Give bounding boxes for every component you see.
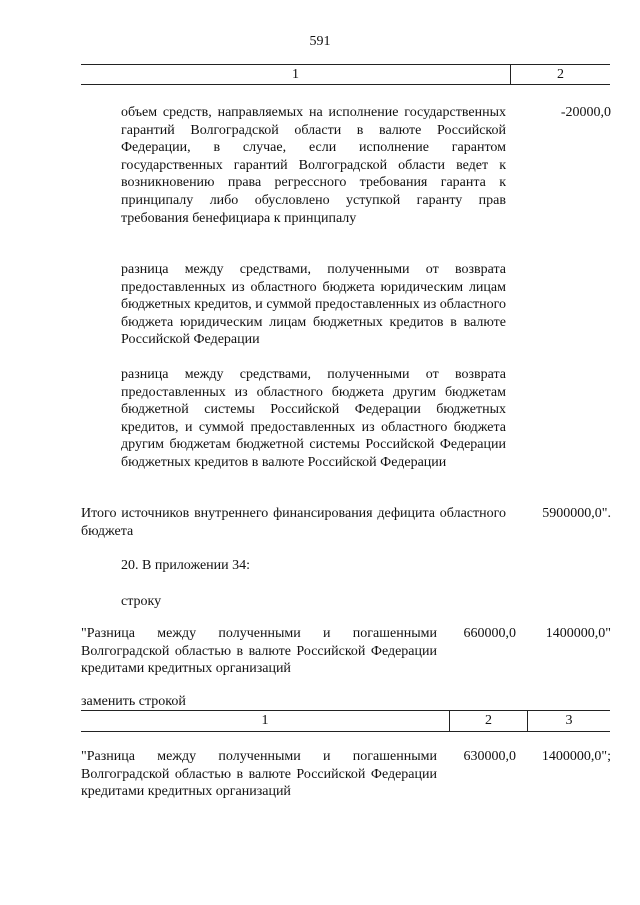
page-number: 591 [309,34,331,49]
table1-row-other-budgets-text: разница между средствами, полученными от возврата предоставленных из областного бюджета другим бюджетам бюджетной системы Российской Федерации бюджетных кредитов, и суммой предоставленных из областного бюджета другим бюджетам бюджетной системы Российской Федерации бюджетных кредитов в валюте Российской Федерации [121,367,506,470]
table1-row-guarantees-text: объем средств, направляемых на исполнение государственных гарантий Волгоградской области в валюте Российской Федерации, в случае, если исполнение гарантом государственных гарантий Волгоградской области ведет к возникновению права регрессного требования гаранта к принципалу либо обусловлено уступкой гаранту прав требования бенефициара к принципалу [121,105,506,226]
old-row-text: "Разница между полученными и погашенными Волгоградской областью в валюте Российской Федерации кредитами кредитных организаций [81,626,437,677]
table2-header-col1: 1 [261,713,269,728]
table2-header-col3: 3 [565,713,573,728]
table1-header-col1: 1 [292,67,299,82]
new-row-value2: 1400000,0"; [541,749,611,764]
new-row-value1: 630000,0 [463,749,516,764]
table2-header-col2: 2 [485,713,492,728]
new-row-text: "Разница между полученными и погашенными Волгоградской областью в валюте Российской Федерации кредитами кредитных организаций [81,749,437,800]
table1-row-guarantees-value: -20000,0 [560,105,611,120]
table2-header-top-rule [81,710,610,711]
annex-instruction: 20. В приложении 34: [121,558,251,573]
table1-row-legal-entities-text: разница между средствами, полученными от возврата предоставленных из областного бюджета юридическим лицам бюджетных кредитов, и суммой предоставленных из областного бюджета юридическим лицам бюджетных кредитов в валюте Российской Федерации [121,262,506,348]
table1-header-col2: 2 [557,67,564,82]
table1-header-bottom-rule [81,84,610,85]
table1-total-text: Итого источников внутреннего финансирования дефицита областного бюджета [81,506,506,539]
old-row-value1: 660000,0 [463,626,516,641]
row-word: строку [121,594,162,609]
table1-header-top-rule [81,64,610,65]
old-row-value2: 1400000,0" [545,626,611,641]
table2-header-bottom-rule [81,731,610,732]
replace-with-text: заменить строкой [81,694,186,709]
table1-total-value: 5900000,0". [542,506,611,521]
